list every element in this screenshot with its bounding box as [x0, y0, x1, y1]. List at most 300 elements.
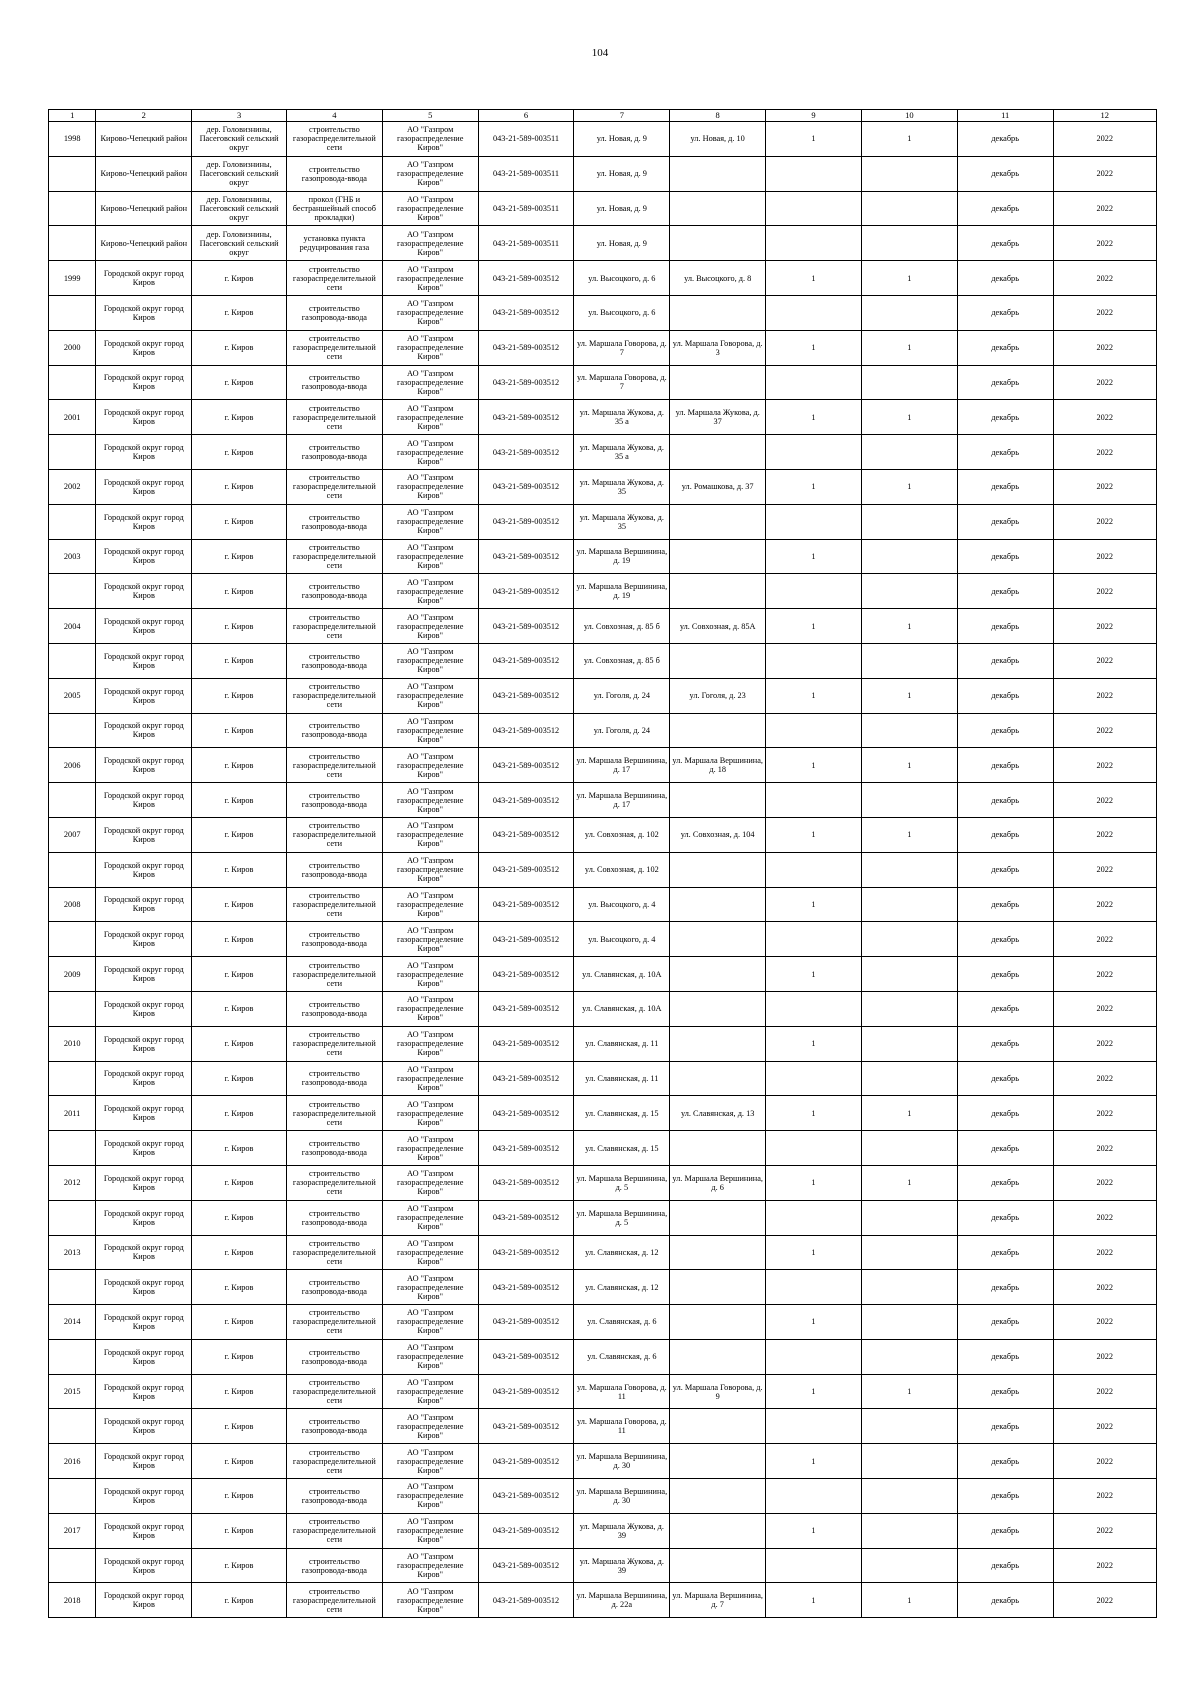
cell-text: г. Киров — [224, 934, 254, 944]
table-cell — [861, 957, 957, 992]
cell-text: дер. Головизнины, Пасеговский сельский округ — [199, 160, 279, 188]
table-cell — [574, 400, 670, 435]
table-cell — [192, 1583, 287, 1618]
cell-text: 043-21-589-003512 — [492, 343, 560, 353]
cell-text: Городской округ город Киров — [103, 1452, 184, 1471]
table-cell — [478, 539, 574, 574]
table-cell — [1053, 1270, 1156, 1305]
table-cell — [286, 1479, 382, 1514]
table-row — [49, 574, 1157, 609]
cell-text: 1 — [907, 760, 912, 770]
table-cell — [96, 1061, 192, 1096]
table-row — [49, 748, 1157, 783]
cell-text: строительство газопровода-ввода — [301, 1347, 367, 1366]
table-cell — [1053, 1026, 1156, 1061]
cell-text: Городской округ город Киров — [103, 1591, 184, 1610]
cell-text: 043-21-589-003512 — [492, 482, 560, 492]
table-cell — [382, 1444, 478, 1479]
cell-text: г. Киров — [224, 482, 254, 492]
table-cell — [49, 1200, 96, 1235]
cell-text: 2012 — [63, 1178, 81, 1188]
table-cell — [957, 1583, 1053, 1618]
table-cell — [382, 1583, 478, 1618]
table-cell — [766, 1374, 862, 1409]
table-cell — [957, 295, 1053, 330]
cell-text: Кирово-Чепецкий район — [100, 203, 188, 213]
table-cell — [670, 1200, 766, 1235]
table-cell — [957, 783, 1053, 818]
cell-text: Городской округ город Киров — [103, 965, 184, 984]
cell-text: АО "Газпром газораспределение Киров" — [396, 821, 464, 849]
table-cell — [49, 1479, 96, 1514]
table-cell — [766, 400, 862, 435]
cell-text: 1 — [907, 691, 912, 701]
table-cell — [957, 1548, 1053, 1583]
table-cell — [382, 1131, 478, 1166]
cell-text: установка пункта редуцирования газа — [299, 234, 370, 253]
table-cell — [670, 469, 766, 504]
table-cell — [861, 1305, 957, 1340]
table-cell — [766, 783, 862, 818]
table-row — [49, 957, 1157, 992]
table-cell — [49, 191, 96, 226]
cell-text: АО "Газпром газораспределение Киров" — [396, 1238, 464, 1266]
cell-text: 043-21-589-003512 — [492, 1039, 560, 1049]
cell-text: ул. Маршала Вершинина, д. 5 — [576, 1173, 668, 1192]
table-row — [49, 1165, 1157, 1200]
table-cell — [382, 643, 478, 678]
table-row — [49, 365, 1157, 400]
cell-text: декабрь — [991, 1595, 1019, 1605]
table-cell — [766, 504, 862, 539]
table-cell — [478, 156, 574, 191]
table-cell — [861, 1270, 957, 1305]
cell-text: Городской округ город Киров — [103, 512, 184, 531]
table-cell — [574, 330, 670, 365]
table-cell — [861, 400, 957, 435]
table-row — [49, 1339, 1157, 1374]
table-cell — [766, 678, 862, 713]
table-cell — [192, 1339, 287, 1374]
table-cell — [478, 991, 574, 1026]
table-cell — [382, 609, 478, 644]
cell-text: Кирово-Чепецкий район — [100, 134, 188, 144]
cell-text: г. Киров — [224, 1317, 254, 1327]
cell-text: строительство газораспределительной сети — [292, 1517, 376, 1545]
table-body — [49, 122, 1157, 1618]
table-cell — [861, 922, 957, 957]
cell-text: АО "Газпром газораспределение Киров" — [396, 856, 464, 884]
table-cell — [286, 1235, 382, 1270]
table-cell — [766, 991, 862, 1026]
cell-text: г. Киров — [224, 621, 254, 631]
table-cell — [286, 991, 382, 1026]
table-cell — [670, 1305, 766, 1340]
table-cell — [1053, 295, 1156, 330]
table-cell — [670, 1583, 766, 1618]
cell-text: строительство газопровода-ввода — [301, 1208, 367, 1227]
table-cell — [574, 574, 670, 609]
column-header: 9 — [766, 110, 862, 122]
cell-text: декабрь — [991, 1387, 1019, 1397]
cell-text: 043-21-589-003512 — [492, 412, 560, 422]
table-cell — [574, 817, 670, 852]
table-cell — [766, 1096, 862, 1131]
table-cell — [286, 330, 382, 365]
table-cell — [96, 400, 192, 435]
table-cell — [1053, 887, 1156, 922]
cell-text: 043-21-589-003511 — [492, 203, 560, 213]
cell-text: 1 — [811, 1387, 816, 1397]
cell-text: декабрь — [991, 1039, 1019, 1049]
cell-text: декабрь — [991, 969, 1019, 979]
cell-text: 1 — [811, 1108, 816, 1118]
table-cell — [96, 365, 192, 400]
table-cell — [957, 887, 1053, 922]
cell-text: 1 — [811, 1039, 816, 1049]
cell-text: строительство газопровода-ввода — [301, 721, 367, 740]
table-cell — [286, 435, 382, 470]
table-cell — [382, 1235, 478, 1270]
table-cell — [49, 226, 96, 261]
table-cell — [478, 1479, 574, 1514]
table-cell — [382, 1305, 478, 1340]
table-cell — [574, 713, 670, 748]
table-row — [49, 922, 1157, 957]
table-cell — [192, 469, 287, 504]
table-cell — [957, 1235, 1053, 1270]
cell-text: ул. Славянская, д. 10А — [582, 969, 662, 979]
table-cell — [1053, 1374, 1156, 1409]
table-cell — [766, 469, 862, 504]
table-cell — [192, 957, 287, 992]
column-header: 1 — [49, 110, 96, 122]
cell-text: строительство газораспределительной сети — [292, 1378, 376, 1406]
table-cell — [670, 122, 766, 157]
table-cell — [382, 1026, 478, 1061]
cell-text: 2022 — [1096, 1421, 1114, 1431]
cell-text: г. Киров — [224, 1561, 254, 1571]
table-cell — [574, 1409, 670, 1444]
table-row — [49, 643, 1157, 678]
table-cell — [1053, 435, 1156, 470]
cell-text: г. Киров — [224, 1108, 254, 1118]
cell-text: строительство газопровода-ввода — [301, 1556, 367, 1575]
cell-text: г. Киров — [224, 795, 254, 805]
cell-text: 2022 — [1096, 1108, 1114, 1118]
page-number: 104 — [591, 47, 609, 59]
table-cell — [192, 295, 287, 330]
cell-text: строительство газораспределительной сети — [292, 1447, 376, 1475]
table-cell — [49, 609, 96, 644]
table-cell — [861, 504, 957, 539]
table-cell — [478, 1061, 574, 1096]
table-row — [49, 783, 1157, 818]
table-cell — [96, 1339, 192, 1374]
cell-text: 2007 — [63, 830, 81, 840]
cell-text: 043-21-589-003512 — [492, 1282, 560, 1292]
table-cell — [96, 678, 192, 713]
cell-text: строительство газораспределительной сети — [292, 682, 376, 710]
table-cell — [192, 330, 287, 365]
table-cell — [382, 1270, 478, 1305]
cell-text: 2022 — [1096, 1143, 1114, 1153]
table-row — [49, 1409, 1157, 1444]
column-header: 3 — [192, 110, 287, 122]
cell-text: г. Киров — [224, 830, 254, 840]
cell-text: Городской округ город Киров — [103, 1069, 184, 1088]
cell-text: Городской округ город Киров — [103, 547, 184, 566]
table-cell — [1053, 226, 1156, 261]
table-row — [49, 852, 1157, 887]
cell-text: 2022 — [1096, 830, 1114, 840]
table-cell — [670, 609, 766, 644]
cell-text: 2013 — [63, 1247, 81, 1257]
table-cell — [478, 713, 574, 748]
table-cell — [766, 435, 862, 470]
cell-text: 2022 — [1096, 1213, 1114, 1223]
table-cell — [478, 678, 574, 713]
table-cell — [766, 1235, 862, 1270]
table-cell — [478, 1513, 574, 1548]
table-cell — [478, 1339, 574, 1374]
table-cell — [861, 1026, 957, 1061]
table-cell — [670, 295, 766, 330]
cell-text: 043-21-589-003512 — [492, 934, 560, 944]
cell-text: г. Киров — [224, 969, 254, 979]
table-cell — [957, 748, 1053, 783]
table-cell — [382, 400, 478, 435]
table-cell — [382, 469, 478, 504]
cell-text: г. Киров — [224, 1178, 254, 1188]
table-cell — [478, 365, 574, 400]
table-cell — [1053, 678, 1156, 713]
table-cell — [574, 191, 670, 226]
table-cell — [574, 1305, 670, 1340]
cell-text: декабрь — [991, 1282, 1019, 1292]
cell-text: 2022 — [1096, 447, 1114, 457]
table-cell — [1053, 1165, 1156, 1200]
cell-text: строительство газопровода-ввода — [301, 443, 367, 462]
table-cell — [957, 1374, 1053, 1409]
table-cell — [574, 1513, 670, 1548]
cell-text: Городской округ город Киров — [103, 791, 184, 810]
table-cell — [670, 226, 766, 261]
table-cell — [1053, 261, 1156, 296]
table-cell — [861, 1444, 957, 1479]
table-cell — [382, 713, 478, 748]
cell-text: 2022 — [1096, 1282, 1114, 1292]
table-cell — [1053, 574, 1156, 609]
table-cell — [96, 887, 192, 922]
table-cell — [670, 1131, 766, 1166]
cell-text: 2022 — [1096, 238, 1114, 248]
table-cell — [574, 156, 670, 191]
table-cell — [957, 574, 1053, 609]
table-cell — [382, 191, 478, 226]
table-cell — [382, 295, 478, 330]
table-cell — [766, 957, 862, 992]
cell-text: 1 — [907, 1108, 912, 1118]
cell-text: АО "Газпром газораспределение Киров" — [396, 1517, 464, 1545]
table-header — [49, 110, 1157, 122]
cell-text: 043-21-589-003512 — [492, 308, 560, 318]
cell-text: АО "Газпром газораспределение Киров" — [396, 264, 464, 292]
table-cell — [49, 400, 96, 435]
cell-text: Городской округ город Киров — [103, 338, 184, 357]
cell-text: декабрь — [991, 343, 1019, 353]
table-cell — [286, 261, 382, 296]
column-header: 6 — [478, 110, 574, 122]
table-cell — [766, 748, 862, 783]
table-cell — [766, 1200, 862, 1235]
table-cell — [861, 1200, 957, 1235]
cell-text: г. Киров — [224, 1247, 254, 1257]
header-row — [49, 110, 1157, 122]
table-cell — [861, 852, 957, 887]
table-cell — [957, 1479, 1053, 1514]
cell-text: строительство газораспределительной сети — [292, 821, 376, 849]
table-cell — [286, 1270, 382, 1305]
table-cell — [96, 817, 192, 852]
cell-text: строительство газопровода-ввода — [301, 1069, 367, 1088]
cell-text: строительство газопровода-ввода — [301, 651, 367, 670]
table-cell — [957, 330, 1053, 365]
table-row — [49, 226, 1157, 261]
cell-text: 043-21-589-003512 — [492, 691, 560, 701]
cell-text: ул. Совхозная, д. 85А — [679, 621, 756, 631]
table-row — [49, 1131, 1157, 1166]
table-cell — [1053, 1583, 1156, 1618]
table-cell — [957, 504, 1053, 539]
table-cell — [382, 365, 478, 400]
cell-text: ул. Маршала Говорова, д. 7 — [576, 373, 667, 392]
cell-text: ул. Новая, д. 10 — [690, 134, 745, 144]
table-cell — [49, 1513, 96, 1548]
table-cell — [574, 609, 670, 644]
cell-text: ул. Маршала Вершинина, д. 30 — [576, 1452, 668, 1471]
cell-text: АО "Газпром газораспределение Киров" — [396, 716, 464, 744]
table-cell — [957, 261, 1053, 296]
cell-text: АО "Газпром газораспределение Киров" — [396, 368, 464, 396]
table-cell — [192, 400, 287, 435]
cell-text: г. Киров — [224, 377, 254, 387]
table-cell — [49, 922, 96, 957]
table-cell — [957, 678, 1053, 713]
cell-text: 2022 — [1096, 1004, 1114, 1014]
table-cell — [286, 1513, 382, 1548]
cell-text: 2014 — [63, 1317, 81, 1327]
cell-text: АО "Газпром газораспределение Киров" — [396, 299, 464, 327]
column-header: 5 — [382, 110, 478, 122]
cell-text: АО "Газпром газораспределение Киров" — [396, 647, 464, 675]
cell-text: АО "Газпром газораспределение Киров" — [396, 1586, 464, 1614]
table-cell — [192, 887, 287, 922]
table-cell — [49, 156, 96, 191]
table-cell — [96, 330, 192, 365]
table-cell — [957, 713, 1053, 748]
cell-text: ул. Маршала Вершинина, д. 19 — [576, 547, 668, 566]
table-cell — [1053, 1200, 1156, 1235]
cell-text: ул. Славянская, д. 12 — [585, 1282, 659, 1292]
cell-text: ул. Гоголя, д. 23 — [689, 691, 746, 701]
cell-text: декабрь — [991, 899, 1019, 909]
cell-text: ул. Новая, д. 9 — [596, 134, 647, 144]
table-cell — [766, 609, 862, 644]
table-cell — [861, 539, 957, 574]
table-cell — [957, 1200, 1053, 1235]
table-cell — [670, 1270, 766, 1305]
table-cell — [1053, 504, 1156, 539]
cell-text: декабрь — [991, 1421, 1019, 1431]
table-cell — [192, 1200, 287, 1235]
table-cell — [478, 1305, 574, 1340]
table-cell — [1053, 156, 1156, 191]
cell-text: г. Киров — [224, 273, 254, 283]
table-cell — [766, 122, 862, 157]
data-table — [48, 109, 1157, 1618]
table-cell — [478, 957, 574, 992]
table-cell — [49, 991, 96, 1026]
cell-text: ул. Маршала Вершинина, д. 7 — [672, 1591, 763, 1610]
cell-text: ул. Маршала Жукова, д. 35 — [579, 512, 664, 531]
cell-text: 1 — [907, 134, 912, 144]
table-cell — [192, 713, 287, 748]
cell-text: 2022 — [1096, 1178, 1114, 1188]
table-cell — [574, 1061, 670, 1096]
cell-text: Городской округ город Киров — [103, 1208, 184, 1227]
cell-text: ул. Славянская, д. 11 — [585, 1039, 659, 1049]
cell-text: 1999 — [63, 273, 81, 283]
cell-text: 043-21-589-003512 — [492, 1595, 560, 1605]
cell-text: ул. Совхозная, д. 104 — [680, 830, 755, 840]
cell-text: ул. Маршала Жукова, д. 37 — [675, 408, 760, 427]
cell-text: декабрь — [991, 238, 1019, 248]
cell-text: 2022 — [1096, 308, 1114, 318]
table-row — [49, 678, 1157, 713]
cell-text: дер. Головизнины, Пасеговский сельский округ — [199, 229, 279, 257]
cell-text: 1 — [907, 412, 912, 422]
table-cell — [957, 191, 1053, 226]
cell-text: строительство газопровода-ввода — [301, 860, 367, 879]
cell-text: 043-21-589-003512 — [492, 1178, 560, 1188]
table-cell — [766, 261, 862, 296]
table-cell — [1053, 539, 1156, 574]
cell-text: г. Киров — [224, 1213, 254, 1223]
table-cell — [766, 1548, 862, 1583]
table-cell — [670, 400, 766, 435]
cell-text: 2001 — [63, 412, 81, 422]
cell-text: 1 — [907, 1178, 912, 1188]
table-row — [49, 1096, 1157, 1131]
table-cell — [574, 852, 670, 887]
cell-text: АО "Газпром газораспределение Киров" — [396, 1447, 464, 1475]
cell-text: 2022 — [1096, 760, 1114, 770]
table-cell — [478, 1409, 574, 1444]
table-cell — [670, 1374, 766, 1409]
table-cell — [574, 539, 670, 574]
cell-text: г. Киров — [224, 517, 254, 527]
cell-text: строительство газораспределительной сети — [292, 612, 376, 640]
table-cell — [49, 1235, 96, 1270]
table-row — [49, 295, 1157, 330]
table-cell — [670, 922, 766, 957]
cell-text: строительство газораспределительной сети — [292, 960, 376, 988]
table-cell — [96, 1270, 192, 1305]
table-cell — [96, 1096, 192, 1131]
cell-text: 043-21-589-003512 — [492, 760, 560, 770]
cell-text: строительство газопровода-ввода — [301, 1278, 367, 1297]
